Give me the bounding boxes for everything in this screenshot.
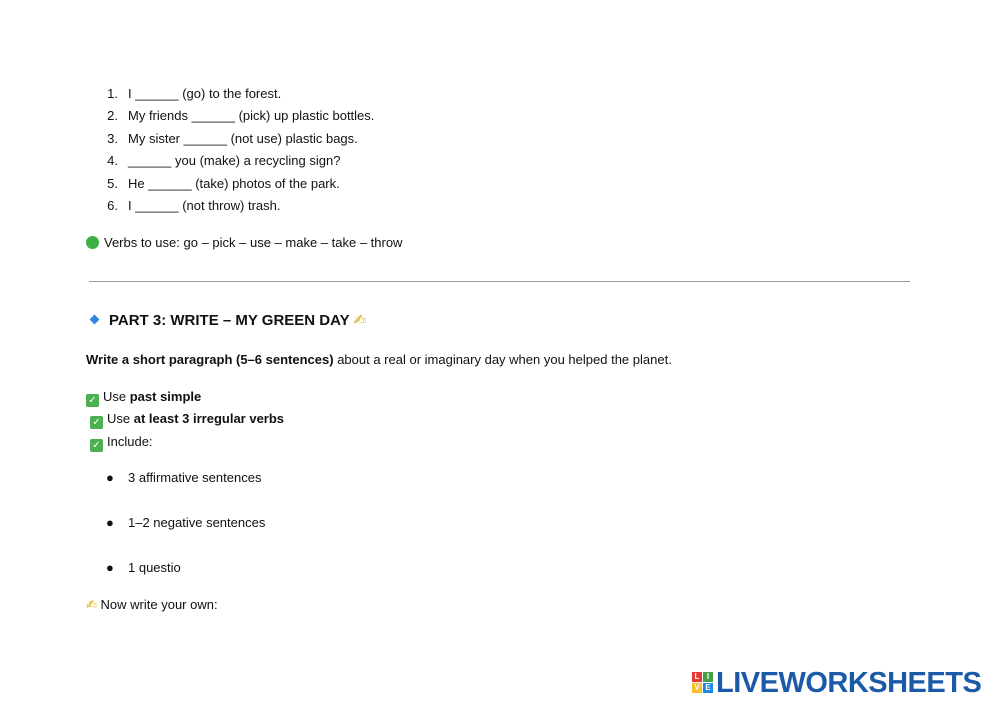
list-item: [0, 198, 999, 214]
part-3-instruction: [86, 352, 672, 368]
item-text: ______ you (make) a recycling sign?: [128, 153, 341, 168]
green-circle-icon: [86, 236, 99, 249]
check-item: [86, 389, 201, 407]
bullet-dot: ●: [106, 470, 114, 485]
item-text: He ______ (take) photos of the park.: [128, 176, 340, 191]
item-number: 3.: [107, 131, 118, 146]
writing-hand-icon: ✍: [353, 311, 367, 329]
list-item: [0, 176, 999, 192]
bullet-text: 1–2 negative sentences: [128, 515, 266, 530]
list-item: [0, 153, 999, 169]
logo-tiles: [692, 672, 714, 694]
item-text: My sister ______ (not use) plastic bags.: [128, 131, 358, 146]
part-3-title-text: PART 3: WRITE – MY GREEN DAY: [109, 312, 350, 329]
bullet-text: 3 affirmative sentences: [128, 470, 262, 485]
logo-text: LIVEWORKSHEETS: [716, 667, 982, 699]
bullet-dot: ●: [106, 515, 114, 530]
blue-diamond-icon: [90, 315, 100, 325]
check-bold: past simple: [129, 389, 202, 404]
part-3-title: [109, 311, 366, 330]
check-mark-icon: ✓: [86, 394, 99, 407]
bullet-item: [0, 515, 999, 531]
item-text: I ______ (go) to the forest.: [128, 86, 282, 101]
instruction-bold: Write a short paragraph (5–6 sentences): [86, 352, 334, 367]
check-item: [90, 434, 153, 452]
logo-tile: V: [692, 683, 702, 693]
item-text: I ______ (not throw) trash.: [128, 198, 281, 213]
bullet-dot: ●: [106, 560, 114, 575]
verbs-note-text: Verbs to use: go – pick – use – make – take – throw: [104, 235, 403, 250]
instruction-rest: about a real or imaginary day when you helped the planet.: [333, 352, 672, 367]
check-prefix: Include:: [107, 434, 153, 449]
item-number: 2.: [107, 108, 118, 123]
verbs-note: [86, 235, 402, 251]
item-number: 1.: [107, 86, 118, 101]
list-item: [0, 131, 999, 147]
bullet-text: 1 questio: [128, 560, 181, 575]
item-number: 4.: [107, 153, 118, 168]
check-prefix: Use: [103, 389, 130, 404]
write-prompt-text: Now write your own:: [100, 597, 218, 612]
check-item: [90, 411, 284, 429]
logo-tile: E: [703, 683, 713, 693]
list-item: [0, 86, 999, 102]
bullet-item: [0, 560, 999, 576]
item-text: My friends ______ (pick) up plastic bottles.: [128, 108, 375, 123]
logo-tile: I: [703, 672, 713, 682]
bullet-item: [0, 470, 999, 486]
list-item: [0, 108, 999, 124]
logo-tile: L: [692, 672, 702, 682]
check-bold: at least 3 irregular verbs: [133, 411, 285, 426]
section-divider: [89, 281, 910, 282]
check-mark-icon: ✓: [90, 439, 103, 452]
item-number: 5.: [107, 176, 118, 191]
item-number: 6.: [107, 198, 118, 213]
check-prefix: Use: [107, 411, 134, 426]
write-prompt: [86, 597, 218, 614]
writing-hand-icon: ✍: [86, 598, 97, 613]
check-mark-icon: ✓: [90, 416, 103, 429]
